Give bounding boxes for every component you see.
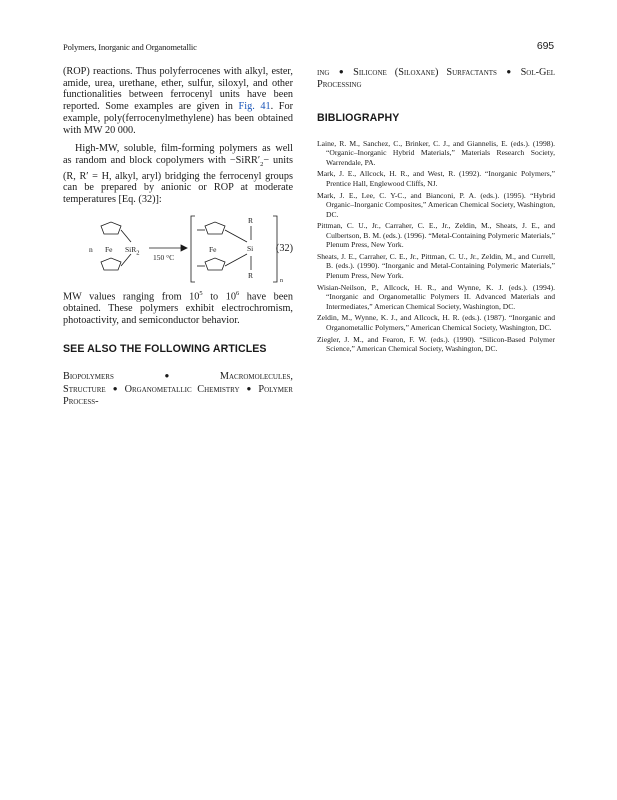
reference-item: Sheats, J. E., Carraher, C. E., Jr., Pittman, C. U., Jr., Zeldin, M., and Currell, B. (eds.). (1990). “Inorganic and Metal-Containing Polymeric Materials,” Plenum Press, New York. [317,251,555,280]
paragraph-text: − units (R, R′ = H, alkyl, aryl) bridging the ferrocenyl groups can be prepared by anionic or ROP at moderate temperatures [Eq. (32)]: [63,154,293,206]
see-also-link-macromolecules[interactable]: Macromolecules, Structure [63,371,293,395]
cyclopentadienyl-ring-bottom [101,258,121,270]
running-head [63,42,554,54]
paragraph-text: have been obtained. These polymers exhibit electrochromism, photoactivity, and semiconductor behavior. [63,291,293,326]
product-ring-top [205,222,225,234]
see-also-heading: SEE ALSO THE FOLLOWING ARTICLES [63,343,267,356]
see-also-list-continued: ing ● Silicone (Siloxane) Surfactants ● Sol-Gel Processing [317,67,555,90]
see-also-link-processing-cont[interactable]: ing [317,67,330,78]
reference-item: Laine, R. M., Sanchez, C., Brinker, C. J., and Giannelis, E. (eds.). (1998). “Organic–Inorganic Hybrid Materials,” Materials Research Society, Warrendale, PA. [317,138,555,167]
product-ring-bottom [205,258,225,270]
cyclopentadienyl-ring-top [101,222,121,234]
bracket-left [191,216,195,282]
left-column [63,66,293,408]
temperature-label: 150 °C [153,252,175,262]
bond-si-top [121,230,131,242]
paragraph-text: . For example, poly(ferrocenylmethylene) has been obtained with MW 20 000. [63,101,293,136]
fe-product-label: Fe [209,244,217,254]
r-bottom-label: R [248,270,254,280]
running-head-title: Polymers, Inorganic and Organometallic [63,42,197,52]
equation-number: (32) [275,242,293,254]
bond-product-bottom [225,254,247,266]
reference-item: Pittman, C. U., Jr., Carraher, C. E., Jr., Zeldin, M., Sheats, J. E., and Culbertson, B. M. (eds.). (1996). “Metal-Containing Polymeric Materials,” Plenum Press, New York. [317,221,555,250]
sir2-label [125,244,140,259]
reference-item: Ziegler, J. M., and Fearon, F. W. (eds.). (1990). “Silicon-Based Polymer Science,” American Chemical Society, Washington, DC. [317,334,555,354]
paragraph-high-mw [63,143,293,206]
paragraph-mw-values [63,288,293,327]
r-top-label: R [248,215,254,225]
sir-text: SiR [125,244,137,254]
reference-item: Zeldin, M., Wynne, K. J., and Allcock, H. R. (eds.). (1987). “Inorganic and Organometallic Polymers,” American Chemical Society, Washington, DC. [317,313,555,332]
paragraph-rop [63,66,293,136]
bibliography-list [317,139,555,354]
see-also-list: Biopolymers ● Macromolecules, Structure ● Organometallic Chemistry ● Polymer Process- [63,371,293,407]
see-also-link-polymer-processing[interactable]: Polymer Process- [63,384,293,407]
reaction-scheme-32 [63,212,293,284]
bond-product-top [225,230,247,242]
right-column [317,66,555,356]
reference-item: Wisian-Neilson, P., Allcock, H. R., and Wynne, K. J. (eds.). (1994). “Inorganic and Organometallic Polymers II. Advanced Materials and Intermediates,” American Chemical Society, Washington, DC. [317,282,555,311]
si-label: Si [247,243,254,253]
reference-item: Mark, J. E., Lee, C. Y-C., and Bianconi, P. A. (eds.). (1995). “Hybrid Organic–Inorganic Composites,” American Chemical Society, Washington, DC. [317,190,555,219]
paragraph-text: High-MW, soluble, film-forming polymers as well as random and block copolymers with −SiRR′ [63,143,293,166]
fe-label: Fe [105,244,113,254]
figure-41-link[interactable]: Fig. 41 [238,101,271,113]
see-also-link-biopolymers[interactable]: Biopolymers [63,371,114,382]
n-label: n [89,244,93,254]
see-also-link-silicone[interactable]: Silicone (Siloxane) Surfactants [353,67,497,78]
see-also-link-organometallic[interactable]: Organometallic Chemistry [124,384,240,395]
paragraph-text: (ROP) reactions. Thus polyferrocenes with alkyl, ester, amide, urea, urethane, ether, sulfur, siloxyl, and other functionalities between ferrocenyl units have been reported. Some examples are given in [63,66,293,113]
see-also-link-sol-gel[interactable]: Sol-Gel Processing [317,67,555,90]
page-number: 695 [536,40,554,52]
reference-item: Mark, J. E., Allcock, H. R., and West, R. (1992). “Inorganic Polymers,” Prentice Hall, Englewood Cliffs, NJ. [317,169,555,188]
bibliography-heading: BIBLIOGRAPHY [317,112,400,124]
superscript: 5 [199,289,203,297]
sir-sub: 2 [136,249,140,257]
paragraph-text: to 10 [202,291,236,303]
reaction-drawing [63,212,293,284]
superscript: 6 [235,289,240,297]
subscript: 2 [260,160,264,168]
paragraph-text: MW values ranging from 10 [63,291,200,303]
n-subscript-label: n [280,277,283,284]
